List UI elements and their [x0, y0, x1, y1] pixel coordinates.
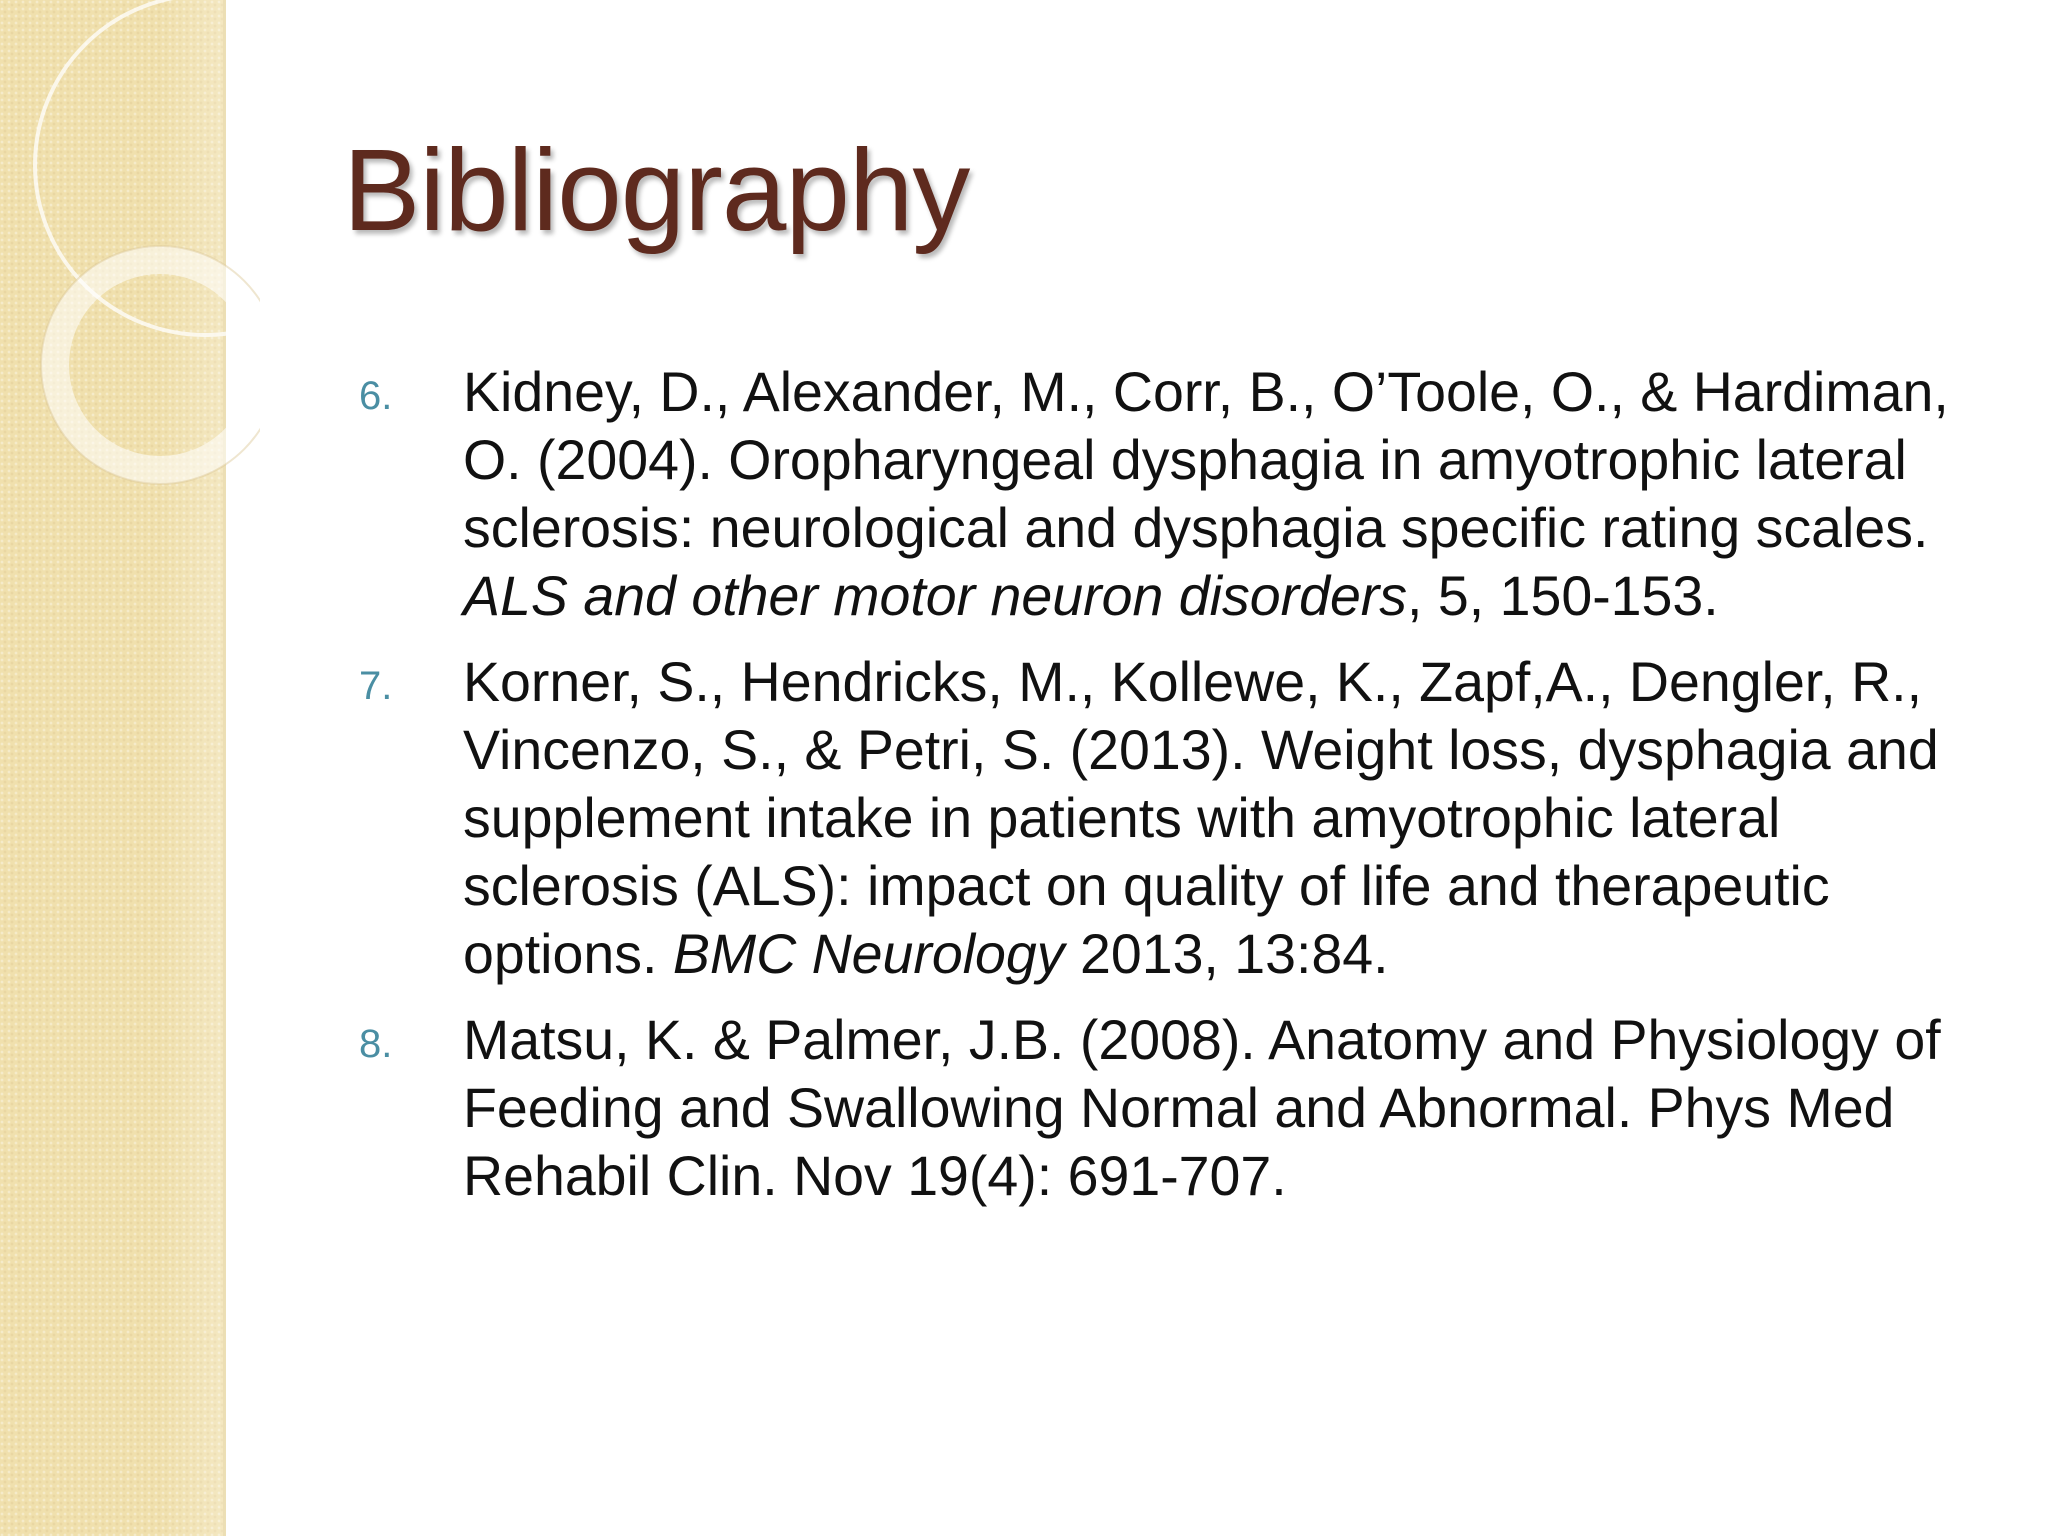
reference-text — [463, 358, 1985, 630]
reference-citation: Kidney, D., Alexander, M., Corr, B., O’Toole, O., & Hardiman, O. (2004). Oropharyngeal dysphagia in amyotrophic lateral sclerosis: neurological and dysphagia specific rating scales. — [463, 361, 1949, 559]
reference-citation: Matsu, K. & Palmer, J.B. (2008). Anatomy and Physiology of Feeding and Swallowing Normal and Abnormal. Phys Med Rehabil Clin. Nov 19(4): 691-707. — [463, 1009, 1941, 1207]
reference-journal: BMC Neurology — [672, 923, 1065, 985]
reference-item — [355, 648, 1985, 988]
reference-volume: 2013, 13:84. — [1064, 923, 1389, 985]
reference-journal: ALS and other motor neuron disorders — [463, 565, 1408, 627]
reference-item — [355, 358, 1985, 630]
reference-number: 6. — [359, 374, 393, 418]
reference-text — [463, 648, 1985, 988]
slide-title: Bibliography — [343, 125, 970, 255]
decorative-rings-graphic — [0, 0, 260, 520]
reference-number: 8. — [359, 1022, 393, 1066]
reference-number: 7. — [359, 664, 393, 708]
reference-citation: Korner, S., Hendricks, M., Kollewe, K., Zapf,A., Dengler, R., Vincenzo, S., & Petri, S. (2013). Weight loss, dysphagia and supplement intake in patients with amyotrophic lateral sclerosis (ALS): impact on quality of life and therapeutic options. — [463, 651, 1939, 985]
small-ring — [55, 260, 260, 470]
reference-volume: , 5, 150-153. — [1407, 565, 1719, 627]
reference-list — [355, 358, 1985, 1228]
reference-text — [463, 1006, 1985, 1210]
reference-item — [355, 1006, 1985, 1210]
